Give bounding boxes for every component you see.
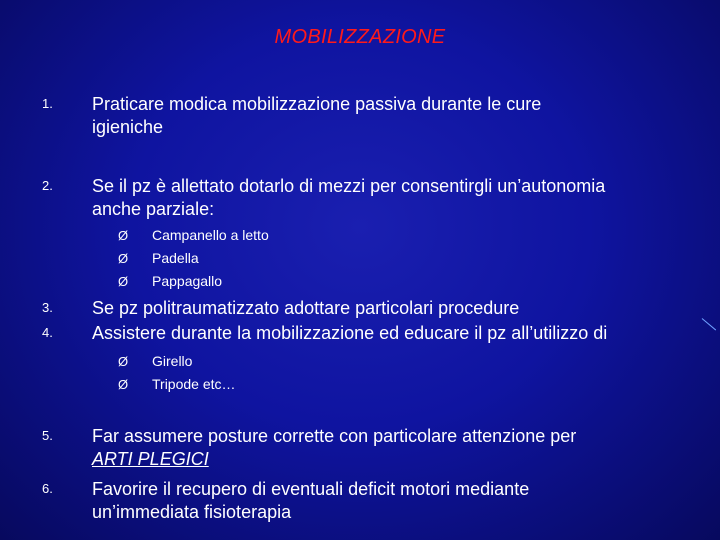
item-number-3: 3. (42, 300, 53, 315)
list-item-1 (92, 93, 692, 139)
sublist-b (118, 350, 236, 396)
arrow-bullet-icon: Ø (118, 354, 129, 369)
sublist-b-item: Ø Girello (118, 350, 236, 373)
sublist-a-item: Ø Pappagallo (118, 270, 269, 293)
item-number-2: 2. (42, 178, 53, 193)
list-item-2-line-2: anche parziale: (92, 199, 215, 219)
item-number-4: 4. (42, 325, 53, 340)
list-item-2-line-1: Se il pz è allettato dotarlo di mezzi per consentirgli un’autonomia (92, 176, 606, 196)
list-item-5-line-2: ARTI PLEGICI (92, 449, 209, 469)
item-number-1: 1. (42, 96, 53, 111)
arrow-bullet-icon: Ø (118, 274, 129, 289)
sublist-b-item: Ø Tripode etc… (118, 373, 236, 396)
item-number-6: 6. (42, 481, 53, 496)
arrow-bullet-icon: Ø (118, 251, 129, 266)
slide-title: MOBILIZZAZIONE (274, 26, 446, 48)
list-item-6-line-2: un’immediata fisioterapia (92, 502, 292, 522)
list-item-1-line-2: igieniche (92, 117, 164, 137)
arrow-bullet-icon: Ø (118, 228, 129, 243)
list-item-4-line-1: Assistere durante la mobilizzazione ed educare il pz all’utilizzo di (92, 323, 608, 343)
list-item-6 (92, 478, 692, 524)
item-number-5: 5. (42, 428, 53, 443)
decorative-line (702, 318, 716, 330)
sublist-a (118, 224, 269, 293)
list-item-1-line-1: Praticare modica mobilizzazione passiva durante le cure (92, 94, 542, 114)
arrow-bullet-icon: Ø (118, 377, 129, 392)
list-item-4 (92, 322, 692, 345)
list-item-2 (92, 175, 692, 221)
list-item-3-line-1: Se pz politraumatizzato adottare particolari procedure (92, 298, 520, 318)
list-item-5 (92, 425, 692, 471)
list-item-6-line-1: Favorire il recupero di eventuali deficit motori mediante (92, 479, 530, 499)
sublist-a-item: Ø Padella (118, 247, 269, 270)
list-item-5-line-1: Far assumere posture corrette con particolare attenzione per (92, 426, 577, 446)
sublist-a-item: Ø Campanello a letto (118, 224, 269, 247)
list-item-3 (92, 297, 692, 320)
